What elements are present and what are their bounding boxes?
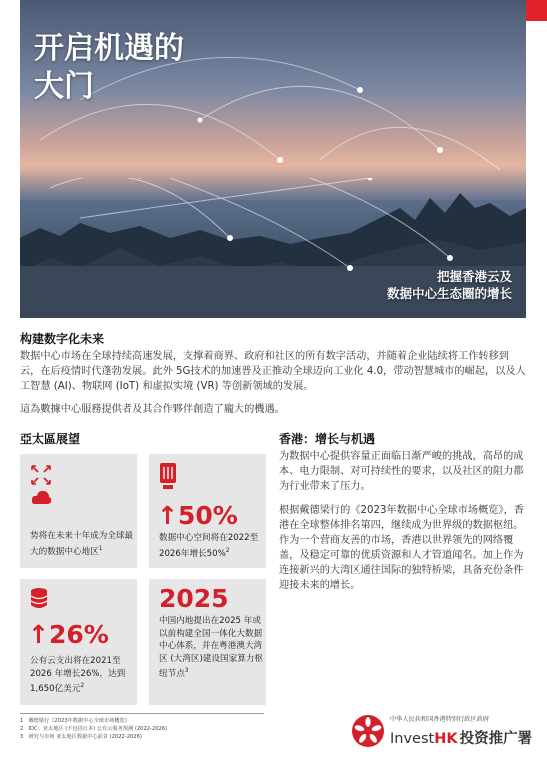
stat-value: 50%: [177, 501, 238, 530]
footnotes: [20, 713, 264, 741]
investhk-logo: [390, 714, 540, 748]
server-icon: [159, 462, 177, 490]
hero-title: 开启机遇的 大门: [34, 31, 184, 104]
government-line: 中华人民共和国香港特别行政区政府: [390, 716, 489, 723]
intro-paragraph-2: 這為數據中心服務提供者及其合作夥伴創造了龐大的機遇。: [20, 404, 285, 415]
brand-hk: HK: [434, 731, 458, 747]
stat-value: 26%: [48, 620, 109, 649]
intro-paragraph: 数据中心市场在全球持续高速发展，支撑着商界、政府和社区的所有数字活动，并随着企业陆续将工作转移到云，在后疫情时代蓬勃发展。此外 5G技术的加速普及正推动全球迈向工业化 4.0，带动智慧城市的崛起，以及人工智慧 (AI)、物联网 (IoT) 和虚拟实境 (VR) 等创新领域的发展。: [20, 351, 526, 392]
brand-invest: Invest: [390, 731, 435, 747]
hk-paragraph-2: 根据戴德梁行的《2023年数据中心全球市场概览》，香港在全球整体排名第四，继续成为世界级的数据枢纽。作为一个营商友善的市场，香港以世界领先的网络覆盖，及稳定可靠的优质资源和人才管道闻名。加上作为连接新兴的大湾区通往国际的独特桥梁，具备充份条件迎接未来的增长。: [279, 505, 524, 591]
footnote: 1 戴德梁行《2023年数据中心全球市场概览》: [20, 718, 130, 724]
hk-heading: 香港：增长与机遇: [279, 432, 376, 446]
cloud-expand-icon: [30, 464, 52, 508]
hksar-emblem-icon: [351, 711, 385, 751]
stat-card-text: 公有云支出将在2021至2026 年增长26%，达到1,650亿美元: [30, 656, 126, 694]
stat-card-text: 势将在未来十年成为全球最大的数据中心地区: [30, 531, 134, 557]
hero-image: [20, 0, 526, 318]
database-icon: [30, 587, 48, 609]
footnote: 2 IDC：亚太地区 (不包括日本) 公有云服务预测 (2022-2026): [20, 726, 168, 732]
apac-heading: 亞太區展望: [20, 432, 81, 446]
stat-card-cloud-spend: ↑26% 公有云支出将在2021至2026 年增长26%，达到1,650亿美元$^2$: [20, 579, 137, 705]
stat-card-text: 中国内地提出在2025 年或以前构建全国一体化大数据中心体系，并在粤港澳大湾区 (大湾区)建设国家算力枢纽节点: [159, 616, 263, 679]
stat-card-region: 势将在未来十年成为全球最大的数据中心地区$^1$: [20, 454, 137, 568]
up-arrow-icon: ↑: [157, 501, 178, 530]
stat-card-2025: 2025 中国内地提出在2025 年或以前构建全国一体化大数据中心体系，并在粤港澳大湾区 (大湾区)建设国家算力枢纽节点$^3$: [149, 579, 266, 705]
stat-value: 2025: [159, 584, 229, 613]
up-arrow-icon: ↑: [28, 620, 49, 649]
intro-heading: 构建数字化未来: [20, 332, 105, 346]
footnote: 3 研究与市场 亚太地区数据中心前景 (2022-2026): [20, 734, 142, 740]
brand-cn: 投资推广署: [459, 731, 533, 747]
hk-paragraph-1: 为数据中心提供容量正面临日渐严峻的挑战，高昂的成本、电力限制、对可持续性的要求，以及社区的阻力都为行业带来了压力。: [279, 451, 524, 492]
corner-accent: [526, 0, 547, 21]
hero-caption: 把握香港云及 数据中心生态圈的增长: [386, 269, 512, 301]
stat-card-text: 数据中心空间将在2022至2026年增长50%: [159, 533, 259, 559]
stat-card-dc-space: ↑50% 数据中心空间将在2022至2026年增长50%$^2$: [149, 454, 266, 568]
